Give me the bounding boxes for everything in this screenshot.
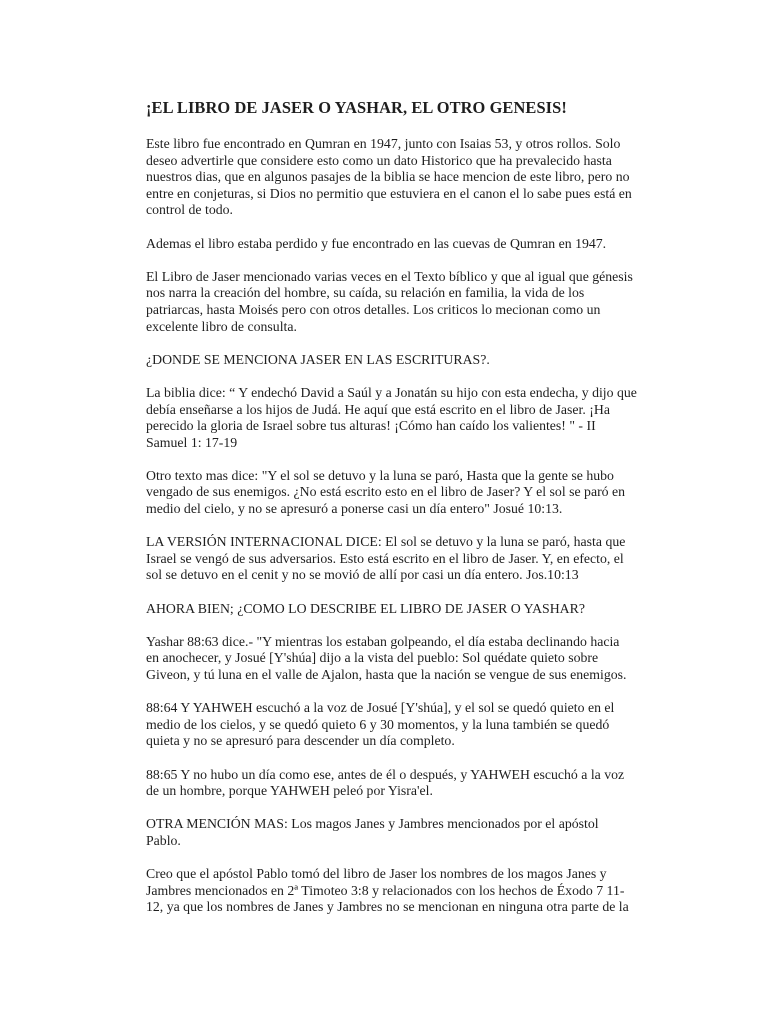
text-line: vengado de sus enemigos. ¿No está escrito esto en el libro de Jaser? Y el sol se paró en	[146, 484, 626, 500]
document-title: ¡EL LIBRO DE JASER O YASHAR, EL OTRO GENESIS!	[146, 98, 567, 117]
text-line: Pablo.	[146, 832, 181, 848]
text-line: entre en conjeturas, si Dios no permitio que estuviera en el canon el lo sabe pues está en	[146, 185, 632, 201]
text-line: deseo advertirle que considere esto como un dato Historico que ha prevalecido hasta	[146, 152, 612, 168]
text-line: Creo que el apóstol Pablo tomó del libro de Jaser los nombres de los magos Janes y	[146, 866, 607, 882]
paragraph	[146, 534, 698, 584]
text-line: Este libro fue encontrado en Qumran en 1947, junto con Isaias 53, y otros rollos. Solo	[146, 136, 621, 151]
text-line: OTRA MENCIÓN MAS: Los magos Janes y Jambres mencionados por el apóstol	[146, 816, 599, 832]
text-line: quieta y no se apresuró para descender un día completo.	[146, 733, 455, 749]
paragraph	[146, 767, 698, 800]
paragraph	[146, 816, 698, 849]
paragraph	[146, 136, 698, 219]
document-page	[146, 98, 698, 933]
text-line: de un hombre, porque YAHWEH peleó por Yisra'el.	[146, 783, 433, 799]
text-line: 88:64 Y YAHWEH escuchó a la voz de Josué [Y'shúa], y el sol se quedó quieto en el	[146, 700, 615, 716]
text-line: Giveon, y tú luna en el valle de Ajalon, hasta que la nación se vengue de sus enemigos.	[146, 667, 627, 682]
text-line: Israel se vengó de sus adversarios. Esto está escrito en el libro de Jaser. Y, en efecto, el	[146, 550, 624, 566]
text-line: excelente libro de consulta.	[146, 318, 297, 334]
text-line: perecido la gloria de Israel sobre tus alturas! ¡Cómo han caído los valientes! " - II	[146, 418, 596, 434]
text-line: ¿DONDE SE MENCIONA JASER EN LAS ESCRITURAS?.	[146, 351, 490, 367]
paragraph	[146, 866, 698, 916]
text-line: Yashar 88:63 dice.- "Y mientras los estaban golpeando, el día estaba declinando hacia	[146, 633, 620, 649]
text-line: Jambres mencionados en 2ª Timoteo 3:8 y relacionados con los hechos de Éxodo 7 11-	[146, 882, 625, 898]
paragraph	[146, 269, 698, 335]
text-line: sol se detuvo en el cenit y no se movió de allí por casi un día entero. Jos.10:13	[146, 567, 579, 583]
paragraph	[146, 634, 698, 684]
text-line: patriarcas, hasta Moisés pero con otros detalles. Los criticos lo mecionan como un	[146, 301, 601, 317]
text-line: Samuel 1: 17-19	[146, 434, 238, 450]
text-line: nuestros dias, que en algunos pasajes de la biblia se hace mencion de este libro, pero no	[146, 169, 630, 185]
text-line: El Libro de Jaser mencionado varias veces en el Texto bíblico y que al igual que génesis	[146, 268, 633, 284]
text-line: medio de los cielos, y se quedó quieto 6 y 30 momentos, y la luna también se quedó	[146, 716, 610, 732]
text-line: La biblia dice: “ Y endechó David a Saúl y a Jonatán su hijo con esta endecha, y dijo que	[146, 384, 637, 400]
paragraph	[146, 236, 698, 253]
paragraph	[146, 700, 698, 750]
text-line: control de todo.	[146, 202, 233, 218]
text-line: medio del cielo, y no se apresuró a ponerse casi un día entero" Josué 10:13.	[146, 501, 563, 517]
text-line: 12, ya que los nombres de Janes y Jambres no se mencionan en ninguna otra parte de la	[146, 899, 629, 915]
paragraph	[146, 385, 698, 451]
text-line: nos narra la creación del hombre, su caída, su relación en familia, la vida de los	[146, 285, 585, 301]
text-line: Ademas el libro estaba perdido y fue encontrado en las cuevas de Qumran en 1947.	[146, 235, 607, 251]
text-line: LA VERSIÓN INTERNACIONAL DICE: El sol se detuvo y la luna se paró, hasta que	[146, 534, 626, 550]
text-line: 88:65 Y no hubo un día como ese, antes de él o después, y YAHWEH escuchó a la voz	[146, 766, 625, 782]
text-line: en anochecer, y Josué [Y'shúa] dijo a la vista del pueblo: Sol quédate quieto sobre	[146, 650, 599, 666]
text-line: Otro texto mas dice: "Y el sol se detuvo y la luna se paró, Hasta que la gente se hubo	[146, 467, 614, 483]
paragraph	[146, 468, 698, 518]
paragraph	[146, 352, 698, 369]
document-body	[146, 136, 698, 916]
paragraph	[146, 601, 698, 618]
text-line: AHORA BIEN; ¿COMO LO DESCRIBE EL LIBRO DE JASER O YASHAR?	[146, 600, 585, 616]
text-line: debía enseñarse a los hijos de Judá. He aquí que está escrito en el libro de Jaser. ¡Ha	[146, 401, 610, 417]
